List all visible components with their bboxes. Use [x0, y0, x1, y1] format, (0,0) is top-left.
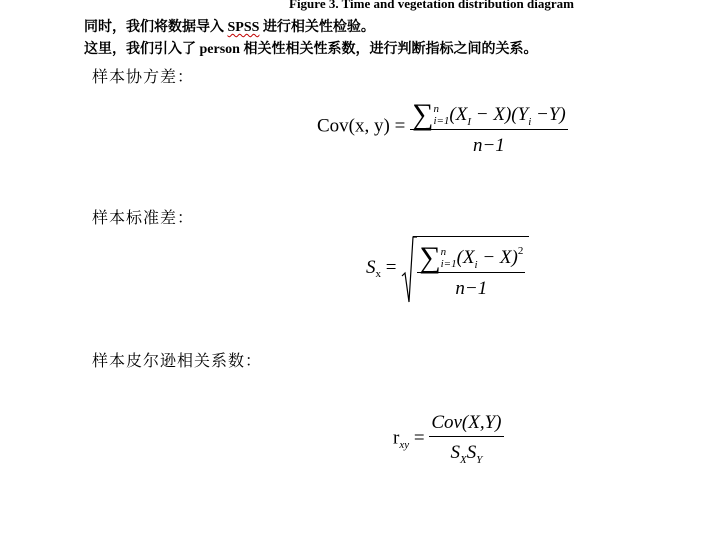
sum-limits [433, 104, 449, 127]
paragraph-person-coefficient: 这里，我们引入了 person 相关性相关性系数，进行判断指标之间的关系。 [84, 42, 538, 57]
equals-sign: = [413, 427, 425, 449]
equals-sign: = [385, 257, 397, 279]
subscript: X [459, 453, 467, 466]
formula-stddev [366, 236, 529, 300]
paragraph-spss-import [84, 16, 375, 36]
sum-lower: i=1 [440, 257, 457, 270]
formula-lhs-S: S [366, 257, 376, 279]
subscript: i [528, 116, 532, 128]
label-sample-covariance: 样本协方差： [92, 69, 195, 86]
formula-numerator: Cov(X,Y) [431, 412, 502, 433]
formula-numerator [410, 96, 568, 129]
label-sample-stddev: 样本标准差： [92, 210, 195, 227]
formula-fraction [429, 413, 503, 464]
term: (X [449, 104, 468, 125]
subscript: xy [399, 438, 410, 451]
sum-upper: n [433, 103, 439, 116]
term: −Y) [531, 104, 566, 125]
subscript: i [474, 259, 478, 271]
sigma-symbol: ∑ [412, 98, 434, 131]
term: − X)(Y [471, 104, 529, 125]
radical [401, 236, 529, 300]
subscript: I [467, 116, 472, 128]
label-sample-pearson: 样本皮尔逊相关系数： [92, 353, 263, 370]
term: (X [456, 247, 475, 268]
spss-term: SPSS [227, 20, 260, 35]
formula-fraction [410, 96, 568, 157]
formula-lhs-r: r [393, 427, 400, 449]
paragraph-text: 进行相关性检验。 [259, 20, 375, 35]
sum-limits [441, 247, 457, 270]
sum-lower: i=1 [433, 114, 450, 127]
paragraph-text: 同时，我们将数据导入 [84, 20, 228, 35]
superscript: 2 [517, 245, 524, 257]
formula-fraction [413, 236, 529, 300]
term: S [450, 441, 460, 463]
sigma-symbol: ∑ [419, 241, 441, 274]
radical-sign-icon [401, 236, 417, 304]
formula-covariance [317, 96, 568, 157]
figure-caption: Figure 3. Time and vegetation distribution diagram [289, 0, 574, 11]
sum-upper: n [440, 246, 447, 259]
formula-pearson [393, 413, 504, 464]
formula-denominator [429, 436, 503, 464]
subscript: x [375, 268, 381, 281]
term: S [466, 441, 477, 463]
formula-denominator: n−1 [417, 272, 525, 300]
term: − X) [477, 247, 518, 268]
formula-numerator [417, 239, 525, 272]
formula-denominator: n−1 [410, 129, 568, 157]
subscript: Y [476, 453, 483, 466]
formula-lhs: Cov(x, y) = [317, 115, 406, 137]
